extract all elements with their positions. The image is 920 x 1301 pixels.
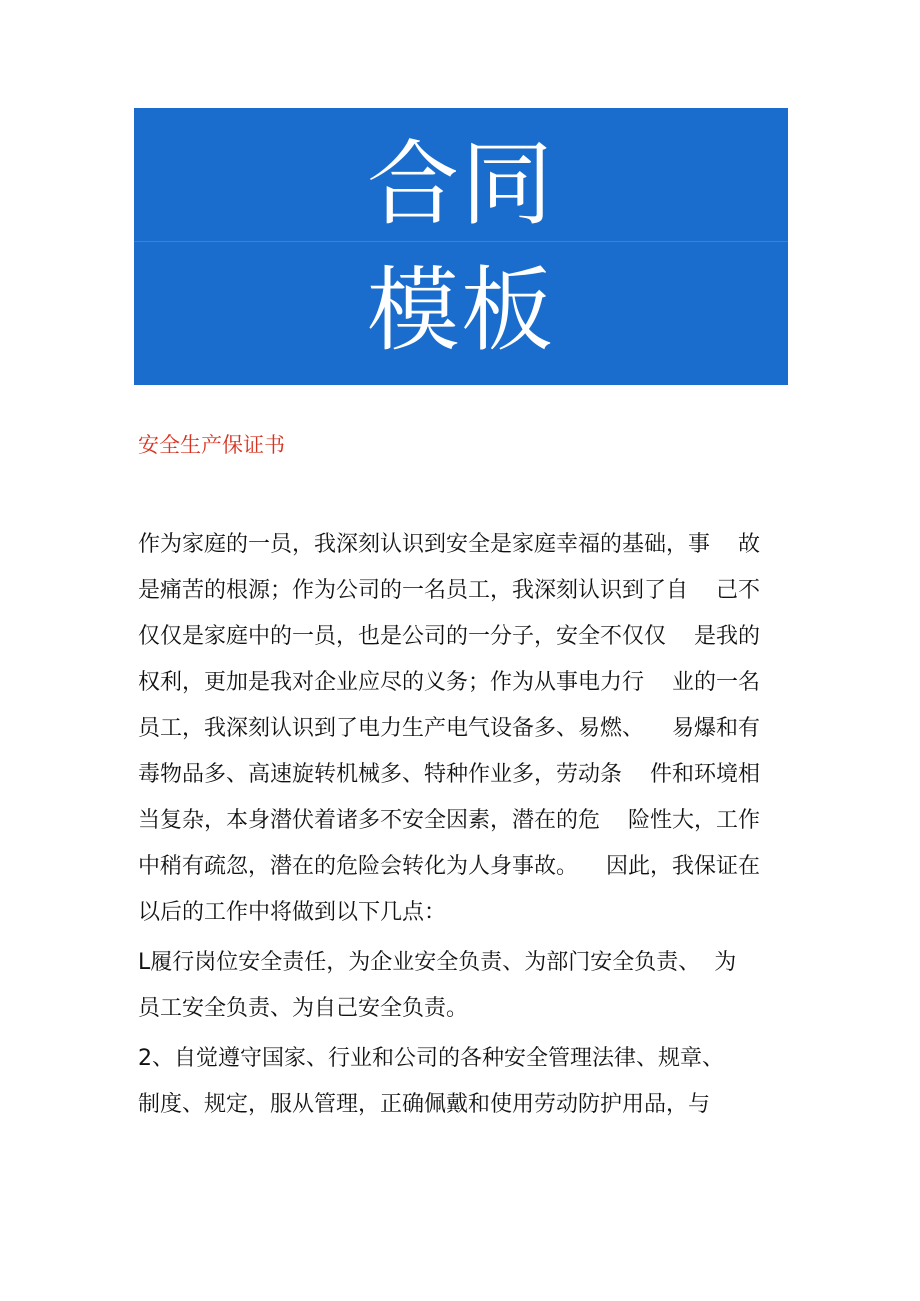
paragraph-line: 中稍有疏忽，潜在的危险会转化为人身事故。 因此，我保证在: [138, 854, 760, 879]
paragraph-line: 毒物品多、高速旋转机械多、特种作业多，劳动条 件和环境相: [138, 762, 760, 787]
list-item-2-line: 制度、规定，服从管理，正确佩戴和使用劳动防护用品，与: [138, 1092, 711, 1117]
document-title: 安全生产保证书: [138, 433, 285, 457]
list-item-1-line: L履行岗位安全责任，为企业安全负责、为部门安全负责、 为: [138, 950, 737, 975]
document-body: [138, 522, 798, 1128]
list-item-1-line: 员工安全负责、为自己安全负责。: [138, 996, 469, 1021]
banner-divider: [134, 241, 788, 242]
paragraph-line: 以后的工作中将做到以下几点：: [138, 900, 447, 925]
cover-banner: [134, 108, 788, 385]
paragraph-line: 仅仅是家庭中的一员，也是公司的一分子，安全不仅仅 是我的: [138, 624, 760, 649]
banner-title-line-1: 合同: [366, 131, 555, 238]
list-item-2-line: 2、自觉遵守国家、行业和公司的各种安全管理法律、规章、: [138, 1046, 724, 1071]
paragraph-line: 作为家庭的一员，我深刻认识到安全是家庭幸福的基础，事 故: [138, 532, 760, 557]
paragraph-line: 当复杂，本身潜伏着诸多不安全因素，潜在的危 险性大，工作: [138, 808, 760, 833]
banner-title-line-2: 模板: [366, 257, 555, 364]
paragraph-line: 员工，我深刻认识到了电力生产电气设备多、易燃、 易爆和有: [138, 716, 760, 741]
paragraph-line: 权利，更加是我对企业应尽的义务；作为从事电力行 业的一名: [138, 670, 760, 695]
paragraph-line: 是痛苦的根源；作为公司的一名员工，我深刻认识到了自 己不: [138, 578, 760, 603]
